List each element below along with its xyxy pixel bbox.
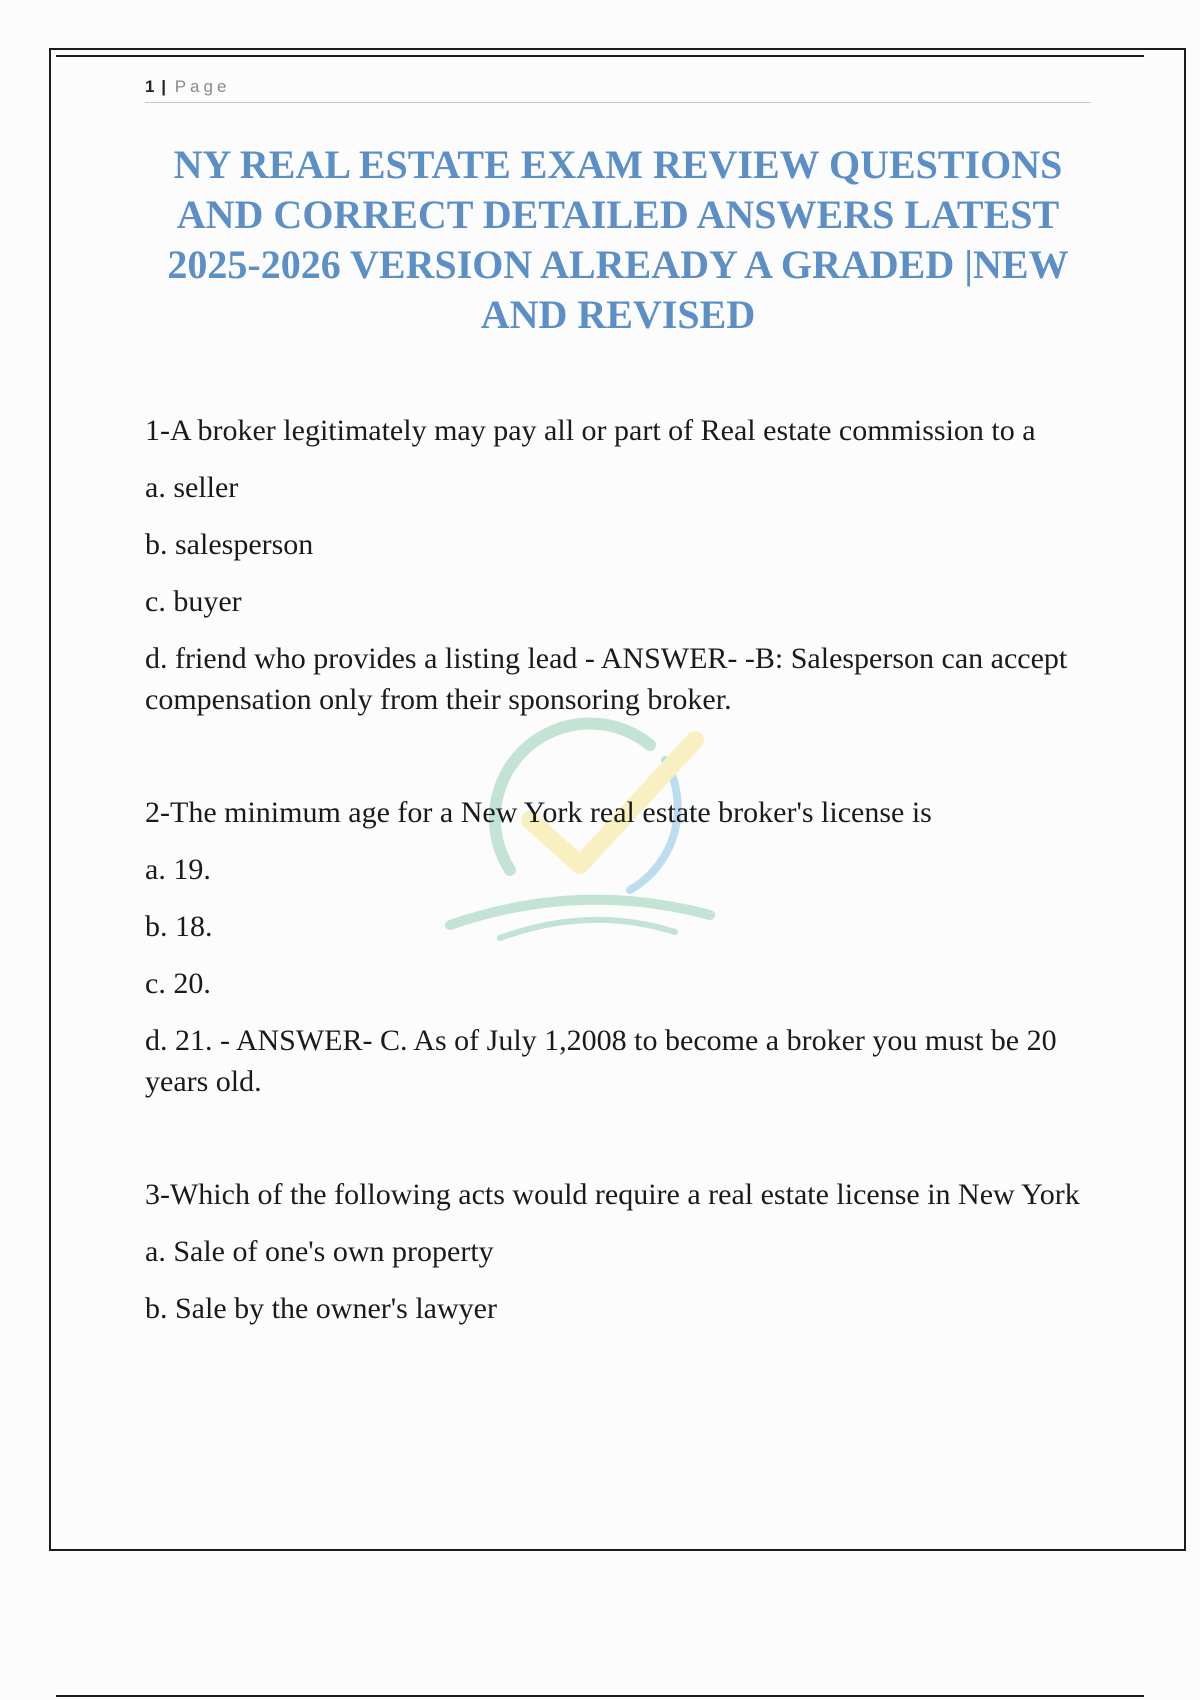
bottom-rule [56,1695,1144,1697]
page-header [145,72,1091,103]
answer-option: c. 20. [145,967,211,1000]
answer-option: b. Sale by the owner's lawyer [145,1292,497,1325]
question-text: 1-A broker legitimately may pay all or part of Real estate commission to a [145,414,1036,447]
answer-option: d. friend who provides a listing lead - ANSWER- -B: Salesperson can accept compensation only from their sponsoring broker. [145,642,1068,716]
answer-option: a. Sale of one's own property [145,1235,494,1268]
page-label: Page [174,77,231,96]
answer-option: a. seller [145,471,239,504]
question-item [145,792,1095,1102]
question-item [145,410,1095,720]
answer-option: a. 19. [145,853,211,886]
question-text: 3-Which of the following acts would require a real estate license in New York [145,1178,1080,1211]
document-title: NY REAL ESTATE EXAM REVIEW QUESTIONS AND CORRECT DETAILED ANSWERS LATEST 2025-2026 VERSION ALREADY A GRADED |NEW AND REVISED [167,142,1069,337]
page-number: 1 [145,77,155,96]
question-text: 2-The minimum age for a New York real estate broker's license is [145,796,932,829]
answer-option: b. 18. [145,910,213,943]
top-rule [56,55,1144,57]
answer-option: b. salesperson [145,528,314,561]
answer-option: c. buyer [145,585,242,618]
question-item [145,1174,1095,1329]
answer-option: d. 21. - ANSWER- C. As of July 1,2008 to become a broker you must be 20 years old. [145,1024,1057,1098]
question-list [145,410,1095,1401]
page-header-separator: | [161,77,166,96]
